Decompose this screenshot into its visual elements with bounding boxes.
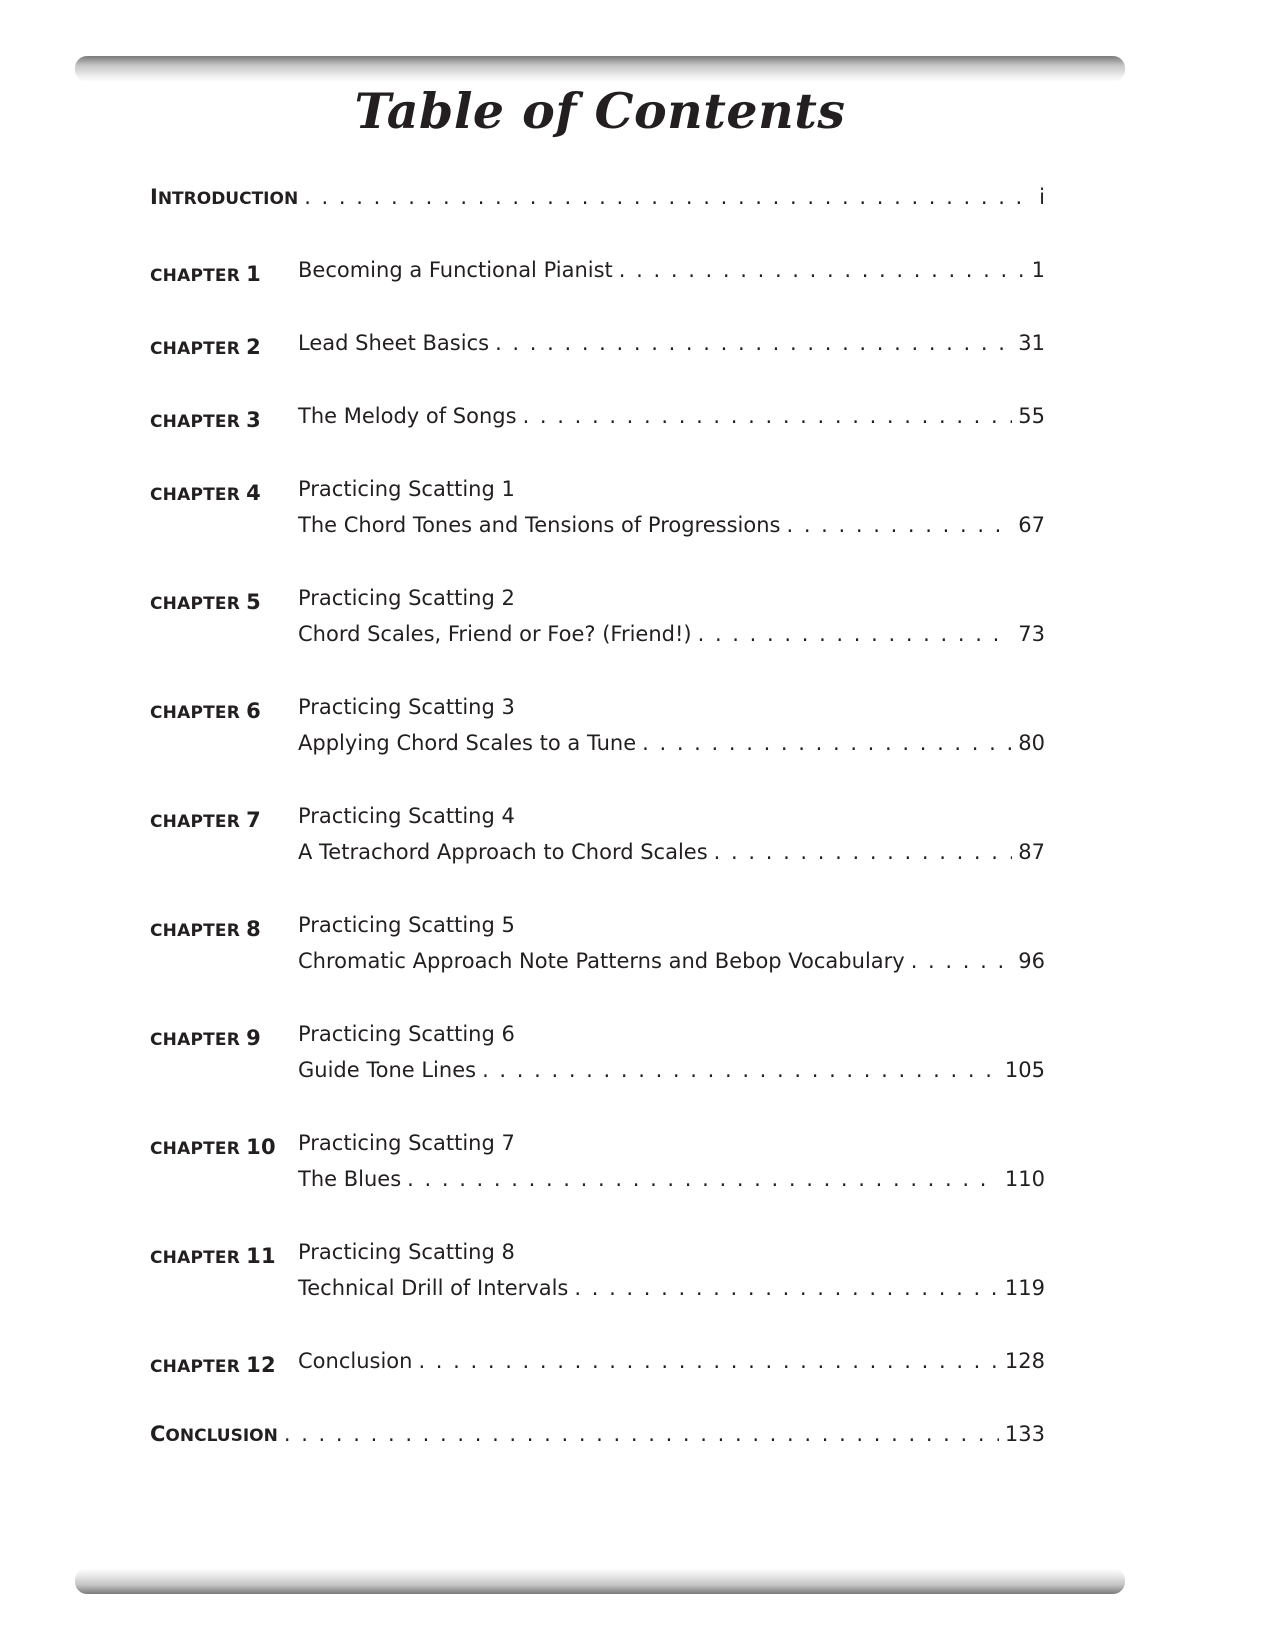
- page-number: i: [1039, 185, 1045, 209]
- chapter-title: Practicing Scatting 6: [298, 1022, 515, 1046]
- chapter-label: CHAPTER 4: [150, 481, 261, 505]
- page-title: Table of Contents: [354, 82, 846, 140]
- chapter-title: Practicing Scatting 1: [298, 477, 515, 501]
- page-number: 133: [1004, 1422, 1045, 1446]
- page-number: 87: [1018, 840, 1045, 864]
- leader-dots: [642, 729, 1012, 757]
- page-number: 96: [1018, 949, 1045, 973]
- conclusion-label: CONCLUSION: [150, 1422, 278, 1446]
- chapter-title: Practicing Scatting 4: [298, 804, 515, 828]
- chapter-label: CHAPTER 3: [150, 408, 261, 432]
- chapter-title: Practicing Scatting 3: [298, 695, 515, 719]
- page-number: 105: [1004, 1058, 1045, 1082]
- chapter-subtitle: A Tetrachord Approach to Chord Scales: [298, 840, 708, 864]
- chapter-title: Practicing Scatting 8: [298, 1240, 515, 1264]
- chapter-title: Practicing Scatting 5: [298, 913, 515, 937]
- chapter-label: CHAPTER 8: [150, 917, 261, 941]
- page-number: 80: [1018, 731, 1045, 755]
- chapter-title: Practicing Scatting 7: [298, 1131, 515, 1155]
- chapter-label: CHAPTER 11: [150, 1244, 276, 1268]
- page-number: 73: [1018, 622, 1045, 646]
- chapter-subtitle: Guide Tone Lines: [298, 1058, 477, 1082]
- leader-dots: [523, 402, 1013, 430]
- chapter-title: The Melody of Songs: [298, 404, 517, 428]
- chapter-subtitle: The Chord Tones and Tensions of Progressions: [298, 513, 781, 537]
- chapter-title: Lead Sheet Basics: [298, 331, 490, 355]
- chapter-subtitle: Chord Scales, Friend or Foe? (Friend!): [298, 622, 692, 646]
- leader-dots: [304, 183, 1033, 211]
- page-number: 1: [1031, 258, 1045, 282]
- chapter-label: CHAPTER 6: [150, 699, 261, 723]
- chapter-title: Becoming a Functional Pianist: [298, 258, 613, 282]
- leader-dots: [495, 329, 1012, 357]
- chapter-label: CHAPTER 7: [150, 808, 261, 832]
- page-number: 128: [1004, 1349, 1045, 1373]
- chapter-subtitle: Technical Drill of Intervals: [298, 1276, 569, 1300]
- chapter-label: CHAPTER 9: [150, 1026, 261, 1050]
- leader-dots: [714, 838, 1013, 866]
- chapter-title: Practicing Scatting 2: [298, 586, 515, 610]
- leader-dots: [482, 1056, 999, 1084]
- chapter-label: CHAPTER 2: [150, 335, 261, 359]
- footer-bar: [75, 1568, 1125, 1594]
- page-number: 67: [1018, 513, 1045, 537]
- leader-dots: [418, 1347, 998, 1375]
- introduction-label: INTRODUCTION: [150, 185, 299, 209]
- page-number: 110: [1004, 1167, 1045, 1191]
- leader-dots: [698, 620, 1013, 648]
- leader-dots: [284, 1420, 999, 1448]
- chapter-subtitle: Applying Chord Scales to a Tune: [298, 731, 637, 755]
- chapter-subtitle: Chromatic Approach Note Patterns and Bebop Vocabulary: [298, 949, 905, 973]
- page-number: 55: [1018, 404, 1045, 428]
- page-number: 119: [1004, 1276, 1045, 1300]
- page-number: 31: [1018, 331, 1045, 355]
- leader-dots: [574, 1274, 999, 1302]
- chapter-title: Conclusion: [298, 1349, 413, 1373]
- chapter-label: CHAPTER 10: [150, 1135, 276, 1159]
- leader-dots: [407, 1165, 999, 1193]
- chapter-subtitle: The Blues: [298, 1167, 402, 1191]
- chapter-label: CHAPTER 12: [150, 1353, 276, 1377]
- leader-dots: [786, 511, 1012, 539]
- chapter-label: CHAPTER 1: [150, 262, 261, 286]
- chapter-label: CHAPTER 5: [150, 590, 261, 614]
- leader-dots: [619, 256, 1026, 284]
- leader-dots: [911, 947, 1013, 975]
- header-bar: [75, 56, 1125, 82]
